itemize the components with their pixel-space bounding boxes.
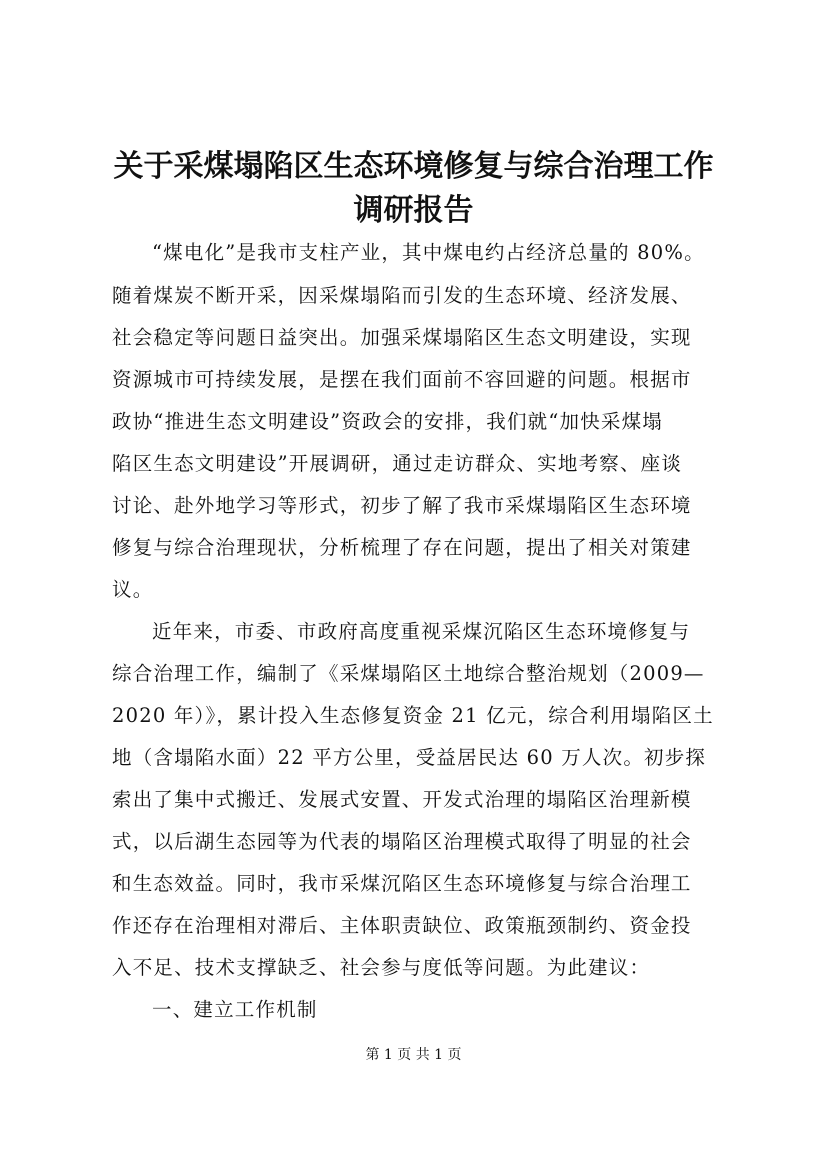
paragraph-line: 作还存在治理相对滞后、主体职责缺位、政策瓶颈制约、资金投 <box>112 914 692 937</box>
paragraph-line: 式，以后湖生态园等为代表的塌陷区治理模式取得了明显的社会 <box>112 830 692 853</box>
paragraph-line: 和生态效益。同时，我市采煤沉陷区生态环境修复与综合治理工 <box>112 872 692 895</box>
paragraph-line: 地（含塌陷水面）22 平方公里，受益居民达 60 万人次。初步探 <box>112 746 707 769</box>
paragraph-line: 随着煤炭不断开采，因采煤塌陷而引发的生态环境、经济发展、 <box>112 284 692 307</box>
paragraph-line: 入不足、技术支撑缺乏、社会参与度低等问题。为此建议： <box>112 956 651 979</box>
paragraph-line: 综合治理工作，编制了《采煤塌陷区土地综合整治规划（2009— <box>112 662 705 685</box>
paragraph-line: 陷区生态文明建设”开展调研，通过走访群众、实地考察、座谈 <box>112 452 683 475</box>
paragraph-line: 政协“推进生态文明建设”资政会的安排，我们就“加快采煤塌 <box>112 410 664 433</box>
document-title: 关于采煤塌陷区生态环境修复与综合治理工作 <box>113 149 714 184</box>
paragraph-line: 索出了集中式搬迁、发展式安置、开发式治理的塌陷区治理新模 <box>112 788 692 811</box>
page-footer: 第 1 页 共 1 页 <box>365 1047 462 1063</box>
paragraph-line: 修复与综合治理现状，分析梳理了存在问题，提出了相关对策建 <box>112 536 692 559</box>
paragraph-line: 社会稳定等问题日益突出。加强采煤塌陷区生态文明建设，实现 <box>112 326 692 349</box>
paragraph-line: 2020 年）》，累计投入生态修复资金 21 亿元，综合利用塌陷区土 <box>112 704 714 727</box>
paragraph-line: 资源城市可持续发展，是摆在我们面前不容回避的问题。根据市 <box>112 368 692 391</box>
section-heading: 一、建立工作机制 <box>152 998 318 1021</box>
paragraph-line: 议。 <box>112 578 154 601</box>
document-title-continued: 调研报告 <box>353 193 474 228</box>
paragraph-line: 近年来，市委、市政府高度重视采煤沉陷区生态环境修复与 <box>152 620 691 643</box>
paragraph-line: “煤电化”是我市支柱产业，其中煤电约占经济总量的 80%。 <box>152 241 705 264</box>
paragraph-line: 讨论、赴外地学习等形式，初步了解了我市采煤塌陷区生态环境 <box>112 494 692 517</box>
